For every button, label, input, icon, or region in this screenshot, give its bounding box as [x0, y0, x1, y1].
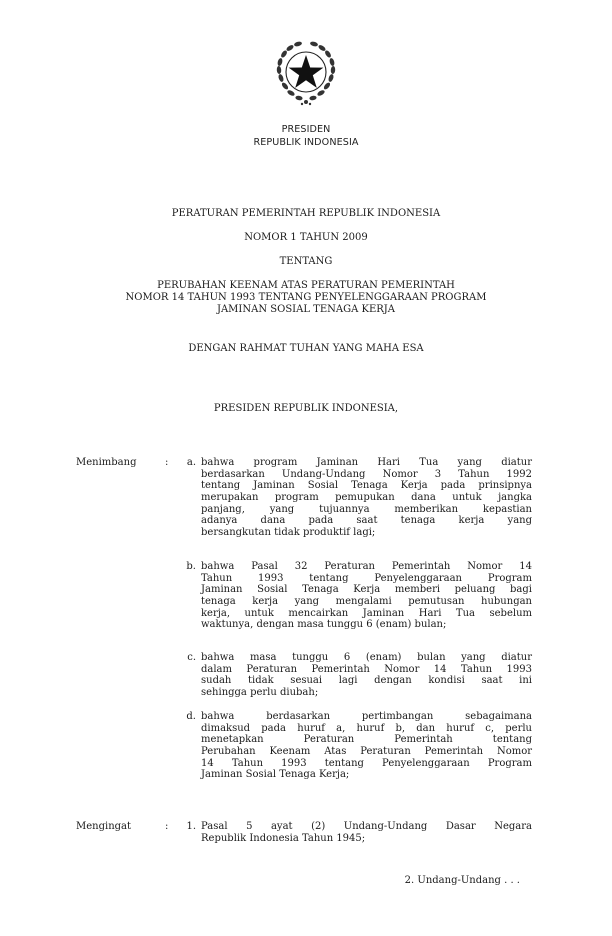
text-line: sehingga perlu diubah; — [201, 686, 319, 698]
invocation: DENGAN RAHMAT TUHAN YANG MAHA ESA — [188, 343, 424, 354]
text-line: bahwa masa tunggu 6 (enam) bulan yang diatur — [201, 652, 532, 663]
text-line: menetapkan Peraturan Pemerintah tentang — [201, 734, 532, 746]
text-line: Republik Indonesia Tahun 1945; — [201, 832, 366, 844]
mengingat-label: Mengingat — [76, 821, 132, 832]
mengingat-colon: : — [165, 821, 169, 832]
subject-line: PERUBAHAN KEENAM ATAS PERATURAN PEMERINTAH — [157, 280, 455, 291]
item-marker: a. — [186, 457, 196, 468]
text-line: berdasarkan Undang-Undang Nomor 3 Tahun 1992 — [201, 468, 532, 480]
text-line: tentang Jaminan Sosial Tenaga Kerja pada prinsipnya — [201, 480, 532, 492]
garuda-emblem-icon — [268, 36, 344, 112]
text-line: panjang, yang tujuannya memberikan kepastian — [201, 503, 532, 515]
page-continuation: 2. Undang-Undang . . . — [404, 875, 520, 886]
menimbang-item-a — [201, 457, 532, 539]
text-line: bersangkutan tidak produktif lagi; — [201, 526, 376, 538]
text-line: Tahun 1993 tentang Penyelenggaraan Program — [201, 572, 532, 584]
item-marker: 1. — [186, 821, 196, 832]
text-line: bahwa Pasal 32 Peraturan Pemerintah Nomor 14 — [201, 561, 532, 572]
item-marker: d. — [186, 711, 196, 722]
regulation-number: NOMOR 1 TAHUN 2009 — [244, 232, 368, 243]
menimbang-item-b — [201, 561, 532, 631]
item-marker: b. — [186, 561, 196, 572]
text-line: Jaminan Sosial Tenaga Kerja; — [201, 769, 350, 781]
issuer: PRESIDEN REPUBLIK INDONESIA, — [213, 403, 399, 414]
text-line: bahwa berdasarkan pertimbangan sebagaimana — [201, 711, 532, 722]
menimbang-colon: : — [165, 457, 169, 468]
text-line: 14 Tahun 1993 tentang Penyelenggaraan Program — [201, 757, 532, 769]
header-presiden: PRESIDEN — [281, 124, 331, 135]
text-line: Jaminan Sosial Tenaga Kerja memberi peluang bagi — [201, 584, 532, 596]
item-marker: c. — [187, 652, 196, 663]
subject-line: JAMINAN SOSIAL TENAGA KERJA — [216, 304, 396, 315]
text-line: adanya dana pada saat tenaga kerja yang — [201, 515, 532, 527]
text-line: merupakan program pemupukan dana untuk jangka — [201, 491, 532, 503]
header-republik-indonesia: REPUBLIK INDONESIA — [253, 137, 359, 148]
text-line: dimaksud pada huruf a, huruf b, dan huruf c, perlu — [201, 722, 532, 734]
text-line: dalam Peraturan Pemerintah Nomor 14 Tahun 1993 — [201, 663, 532, 675]
mengingat-item-1 — [201, 821, 532, 844]
regulation-title: PERATURAN PEMERINTAH REPUBLIK INDONESIA — [171, 208, 441, 219]
text-line: bahwa program Jaminan Hari Tua yang diatur — [201, 457, 532, 468]
text-line: Pasal 5 ayat (2) Undang-Undang Dasar Negara — [201, 821, 532, 832]
text-line: tenaga kerja yang mengalami pemutusan hubungan — [201, 595, 532, 607]
text-line: Perubahan Keenam Atas Peraturan Pemerintah Nomor — [201, 745, 532, 757]
menimbang-item-d — [201, 711, 532, 781]
text-line: waktunya, dengan masa tunggu 6 (enam) bulan; — [201, 619, 447, 631]
about-label: TENTANG — [279, 256, 333, 267]
menimbang-item-c — [201, 652, 532, 699]
text-line: sudah tidak sesuai lagi dengan kondisi saat ini — [201, 675, 532, 687]
subject-line: NOMOR 14 TAHUN 1993 TENTANG PENYELENGGARAAN PROGRAM — [125, 292, 487, 303]
menimbang-label: Menimbang — [76, 457, 137, 468]
text-line: kerja, untuk mencairkan Jaminan Hari Tua sebelum — [201, 607, 532, 619]
